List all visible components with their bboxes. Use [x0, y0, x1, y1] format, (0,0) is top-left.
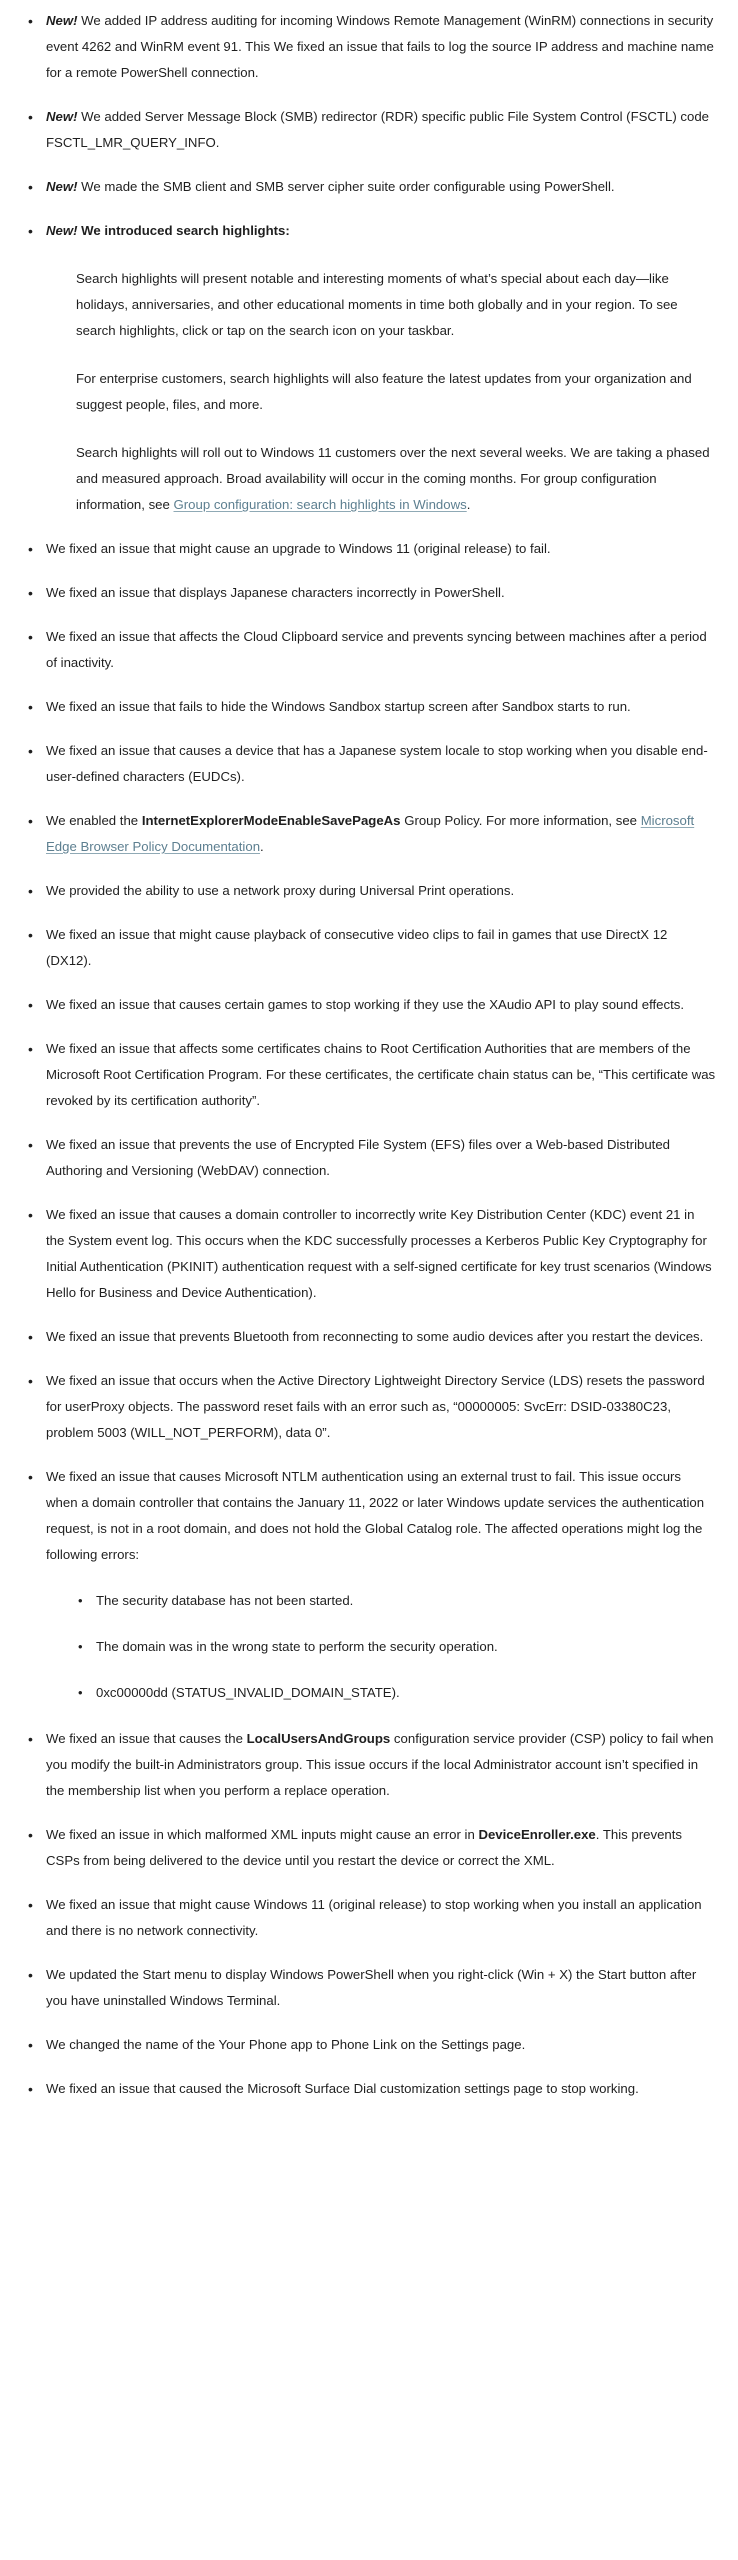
list-item-text: We added Server Message Block (SMB) redirector (RDR) specific public File System Control (FSCTL) code FSCTL_LMR_QUERY_INFO.	[46, 109, 709, 150]
list-item-text: We fixed an issue that affects the Cloud Clipboard service and prevents syncing between machines after a period of inactivity.	[46, 629, 707, 670]
list-item	[22, 738, 716, 790]
detail-paragraph: Search highlights will present notable and interesting moments of what’s special about each day—like holidays, anniversaries, and other educational moments in time both globally and in your region. To see search highlights, click or tap on the search icon on your taskbar.	[76, 271, 678, 338]
top-spacer	[22, 0, 716, 8]
list-item	[22, 1962, 716, 2014]
list-item-text: We fixed an issue that prevents the use of Encrypted File System (EFS) files over a Web-based Distributed Authoring and Versioning (WebDAV) connection.	[46, 1137, 671, 1178]
policy-name: InternetExplorerModeEnableSavePageAs	[141, 813, 401, 828]
new-badge: New!	[46, 223, 82, 238]
list-item-localusersandgroups	[22, 1726, 716, 1804]
new-badge: New!	[46, 109, 82, 124]
list-item-text-pre: We enabled the	[46, 813, 142, 828]
list-item-text-post: configuration service provider (CSP) policy to fail when you modify the built-in Administrators group. This issue occurs if the local Administrator account isn’t specified in the membership list when you perform a replace operation.	[46, 1731, 714, 1798]
list-item-text: We fixed an issue that might cause playback of consecutive video clips to fail in games that use DirectX 12 (DX12).	[46, 927, 668, 968]
list-item-text: We fixed an issue that might cause an upgrade to Windows 11 (original release) to fail.	[46, 541, 551, 556]
list-item-text: We added IP address auditing for incoming Windows Remote Management (WinRM) connections in security event 4262 and WinRM event 91. This We fixed an issue that fails to log the source IP address and machine name for a remote PowerShell connection.	[46, 13, 714, 80]
list-item-device-enroller	[22, 1822, 716, 1874]
list-item	[22, 580, 716, 606]
list-item	[22, 922, 716, 974]
list-item	[22, 1324, 716, 1350]
list-item-text: We fixed an issue that occurs when the Active Directory Lightweight Directory Service (LDS) resets the password for userProxy objects. The password reset fails with an error such as, “00000005: SvcErr: DSID-03380C23, problem 5003 (WILL_NOT_PERFORM), data 0”.	[46, 1373, 705, 1440]
new-badge: New!	[46, 179, 82, 194]
list-item	[22, 694, 716, 720]
list-item-text: We fixed an issue that prevents Bluetooth from reconnecting to some audio devices after you restart the devices.	[46, 1329, 704, 1344]
search-highlights-detail	[46, 266, 716, 518]
list-item-text-post: . This prevents CSPs from being delivered to the device until you restart the device or correct the XML.	[46, 1827, 682, 1868]
rollout-text-post: .	[466, 497, 471, 512]
list-item-text: We fixed an issue that displays Japanese characters incorrectly in PowerShell.	[46, 585, 505, 600]
rollout-text-pre: Search highlights will roll out to Windows 11 customers over the next several weeks. We are taking a phased and measured approach. Broad availability will occur in the coming months. For group configuration information, see	[76, 445, 710, 512]
list-item	[22, 878, 716, 904]
list-item-text: We changed the name of the Your Phone app to Phone Link on the Settings page.	[46, 2037, 526, 2052]
list-item	[22, 174, 716, 200]
list-item-search-highlights	[22, 218, 716, 518]
list-item	[22, 104, 716, 156]
detail-paragraph-rollout	[76, 440, 716, 518]
list-item-text: We updated the Start menu to display Windows PowerShell when you right-click (Win + X) the Start button after you have uninstalled Windows Terminal.	[46, 1967, 697, 2008]
list-item-text-pre: We fixed an issue that causes the	[46, 1731, 247, 1746]
list-item-text: We fixed an issue that might cause Windows 11 (original release) to stop working when you install an application and there is no network connectivity.	[46, 1897, 702, 1938]
list-item-text-pre: We fixed an issue in which malformed XML inputs might cause an error in	[46, 1827, 479, 1842]
list-item-heading: We introduced search highlights:	[81, 223, 290, 238]
list-item-text: We fixed an issue that causes Microsoft NTLM authentication using an external trust to fail. This issue occurs when a domain controller that contains the January 11, 2022 or later Windows update services the authentication request, is not in a root domain, and does not hold the Global Catalog role. The affected operations might log the following errors:	[46, 1469, 705, 1562]
list-item: • The domain was in the wrong state to perform the security operation.	[76, 1634, 716, 1660]
list-item-text: We fixed an issue that affects some certificates chains to Root Certification Authorities that are members of the Microsoft Root Certification Program. For these certificates, the certificate chain status can be, “This certificate was revoked by its certification authority”.	[46, 1041, 716, 1108]
list-item: • The security database has not been started.	[76, 1588, 716, 1614]
list-item-text: We fixed an issue that caused the Microsoft Surface Dial customization settings page to stop working.	[46, 2081, 639, 2096]
list-item-text: We made the SMB client and SMB server cipher suite order configurable using PowerShell.	[81, 179, 615, 194]
list-item	[22, 992, 716, 1018]
list-item-text: We fixed an issue that causes a domain controller to incorrectly write Key Distribution Center (KDC) event 21 in the System event log. This occurs when the KDC successfully processes a Kerberos Public Key Cryptography for Initial Authentication (PKINIT) authentication request with a self-signed certificate for key trust scenarios (Windows Hello for Business and Device Authentication).	[46, 1207, 712, 1300]
new-badge: New!	[46, 13, 82, 28]
list-item-text-post: .	[260, 839, 264, 854]
edge-policy-documentation-link[interactable]: Microsoft Edge Browser Policy Documentation	[46, 813, 695, 854]
list-item	[22, 1132, 716, 1184]
list-item-text: We fixed an issue that causes certain games to stop working if they use the XAudio API to play sound effects.	[46, 997, 685, 1012]
list-item-text: We fixed an issue that causes a device that has a Japanese system locale to stop working when you disable end-user-defined characters (EUDCs).	[46, 743, 708, 784]
detail-paragraph: For enterprise customers, search highlights will also feature the latest updates from your organization and suggest people, files, and more.	[76, 371, 692, 412]
list-item-ntlm	[22, 1464, 716, 1706]
list-item-text-mid: Group Policy. For more information, see	[400, 813, 641, 828]
list-item	[22, 2076, 716, 2102]
error-list	[46, 1588, 716, 1706]
list-item	[22, 1892, 716, 1944]
list-item	[22, 1036, 716, 1114]
list-item-text: We fixed an issue that fails to hide the Windows Sandbox startup screen after Sandbox starts to run.	[46, 699, 631, 714]
list-item	[22, 536, 716, 562]
list-item	[22, 2032, 716, 2058]
executable-name: DeviceEnroller.exe	[478, 1827, 596, 1842]
list-item	[22, 1368, 716, 1446]
list-item: • 0xc00000dd (STATUS_INVALID_DOMAIN_STATE).	[76, 1680, 716, 1706]
list-item-text: We provided the ability to use a network proxy during Universal Print operations.	[46, 883, 515, 898]
list-item	[22, 1202, 716, 1306]
list-item-ie-mode-policy	[22, 808, 716, 860]
csp-name: LocalUsersAndGroups	[246, 1731, 391, 1746]
list-item	[22, 8, 716, 86]
changes-list	[22, 8, 716, 2102]
list-item	[22, 624, 716, 676]
group-configuration-link[interactable]: Group configuration: search highlights in Windows	[173, 497, 467, 512]
